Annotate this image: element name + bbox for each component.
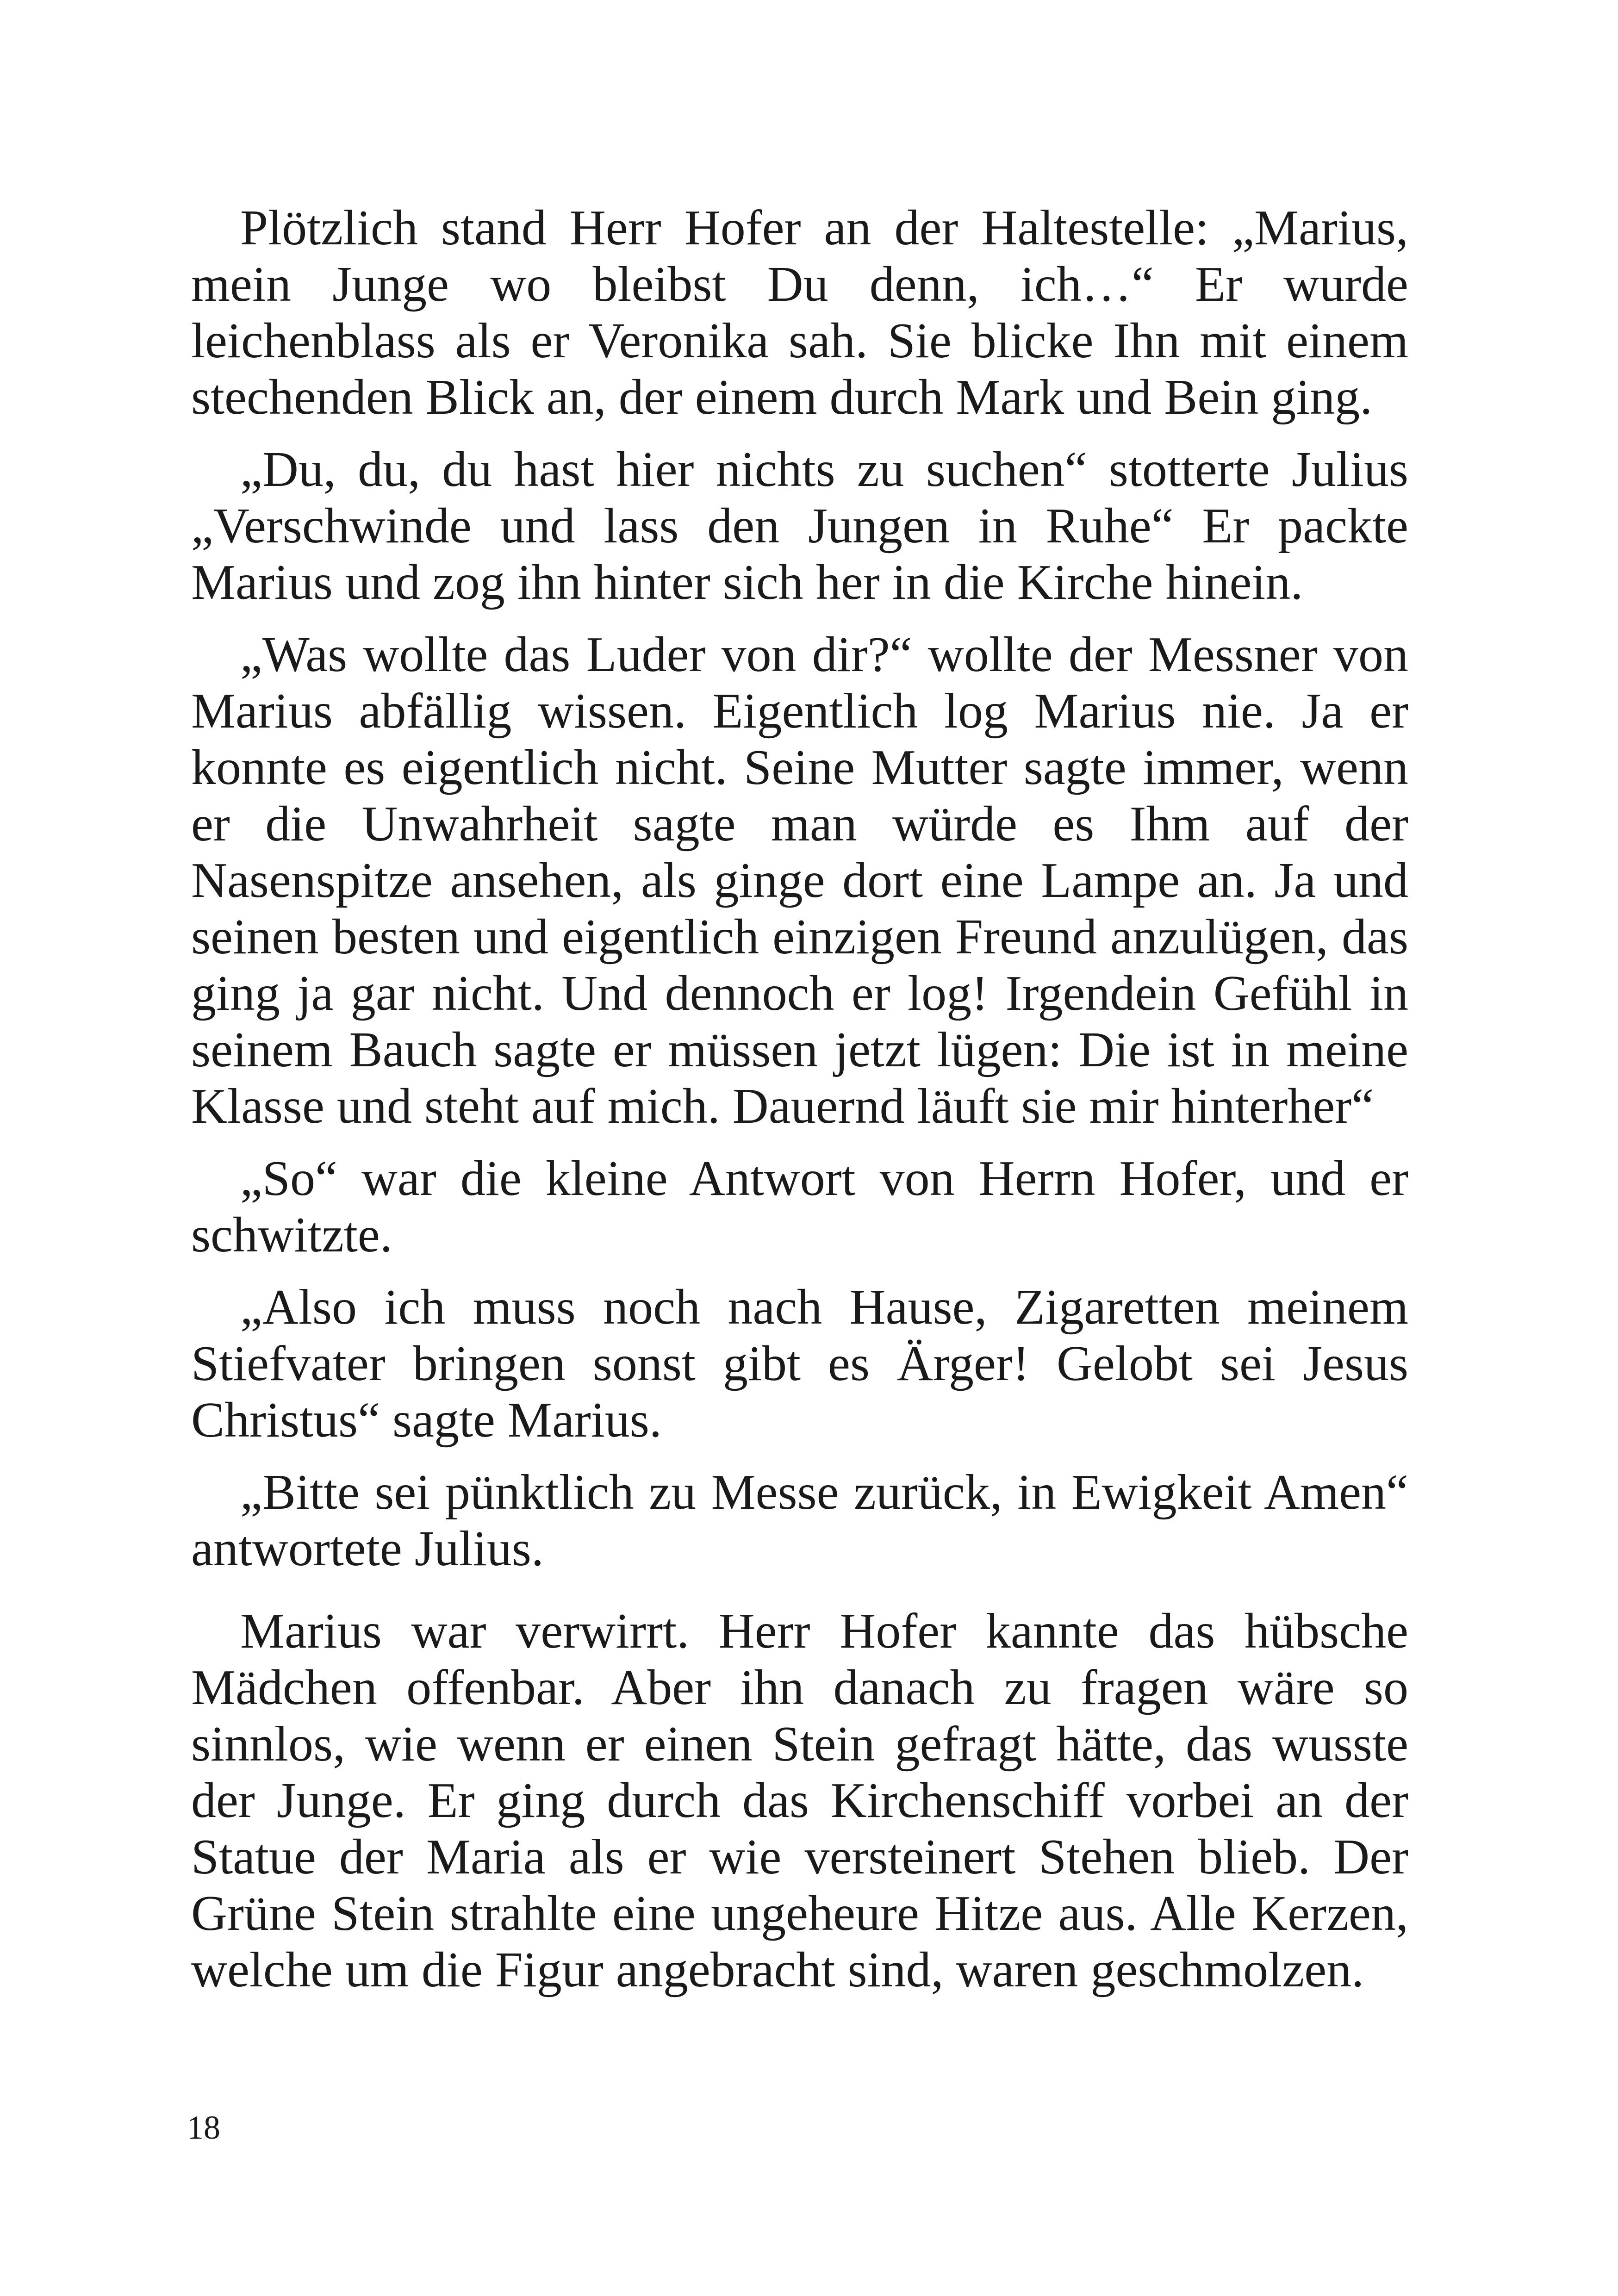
paragraph: „Also ich muss noch nach Hause, Zigaretten meinem Stiefvater bringen sonst gibt es Ärger! Gelobt sei Jesus Christus“ sagte Marius. <box>191 1280 1408 1448</box>
text-section-1 <box>191 200 1408 1577</box>
page-number: 18 <box>187 2109 220 2146</box>
text-section-2 <box>191 1603 1408 1998</box>
paragraph: Marius war verwirrt. Herr Hofer kannte das hübsche Mädchen offenbar. Aber ihn danach zu fragen wäre so sinnlos, wie wenn er einen Stein gefragt hätte, das wusste der Junge. Er ging durch das Kirchenschiff vorbei an der Statue der Maria als er wie versteinert Stehen blieb. Der Grüne Stein strahlte eine ungeheure Hitze aus. Alle Kerzen, welche um die Figur angebracht sind, waren geschmolzen. <box>191 1604 1408 1997</box>
paragraph: „Du, du, du hast hier nichts zu suchen“ stotterte Julius „Verschwinde und lass den Jungen in Ruhe“ Er packte Marius und zog ihn hinter sich her in die Kirche hinein. <box>191 442 1408 610</box>
paragraph: „Was wollte das Luder von dir?“ wollte der Messner von Marius abfällig wissen. Eigentlich log Marius nie. Ja er konnte es eigentlich nicht. Seine Mutter sagte immer, wenn er die Unwahrheit sagte man würde es Ihm auf der Nasenspitze ansehen, als ginge dort eine Lampe an. Ja und seinen besten und eigentlich einzigen Freund anzulügen, das ging ja gar nicht. Und dennoch er log! Irgendein Gefühl in seinem Bauch sagte er müssen jetzt lügen: Die ist in meine Klasse und steht auf mich. Dauernd läuft sie mir hinterher“ <box>191 627 1408 1134</box>
paragraph: Plötzlich stand Herr Hofer an der Haltestelle: „Marius, mein Junge wo bleibst Du denn, ich…“ Er wurde leichenblass als er Veronika sah. Sie blicke Ihn mit einem stechenden Blick an, der einem durch Mark und Bein ging. <box>191 200 1408 425</box>
paragraph: „So“ war die kleine Antwort von Herrn Hofer, und er schwitzte. <box>191 1151 1408 1263</box>
paragraph: „Bitte sei pünktlich zu Messe zurück, in Ewigkeit Amen“ antwortete Julius. <box>191 1465 1408 1576</box>
